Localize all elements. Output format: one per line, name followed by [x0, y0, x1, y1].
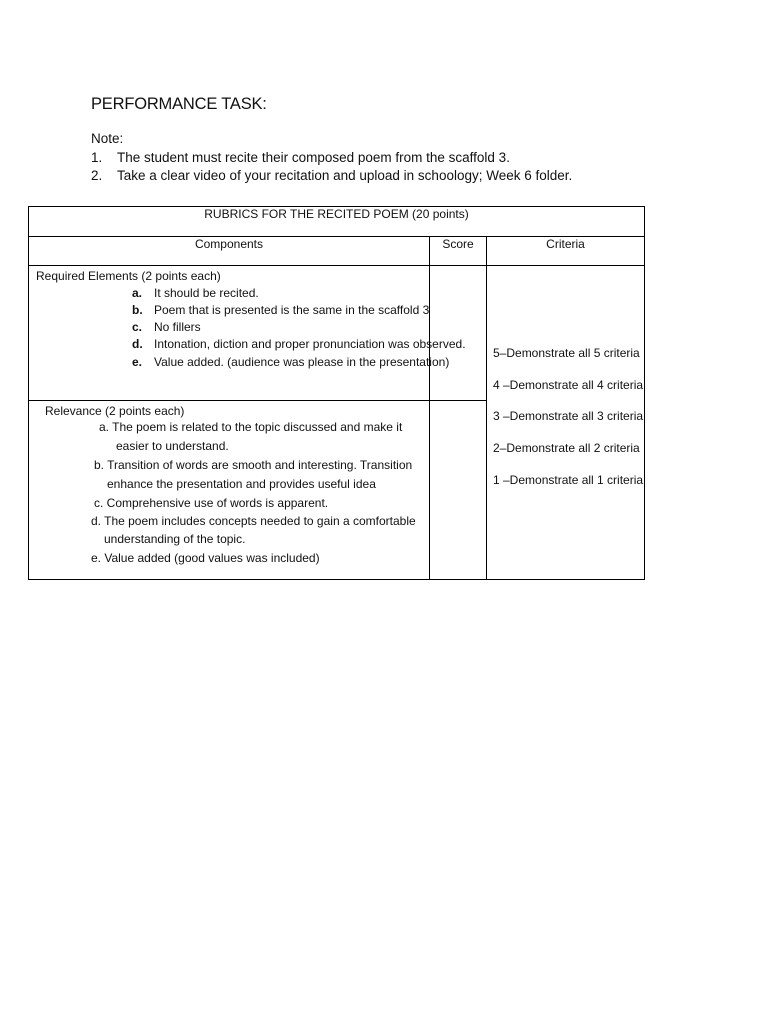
item-text: No fillers [154, 320, 201, 334]
page-title: PERFORMANCE TASK: [91, 95, 267, 113]
list-item [132, 320, 201, 334]
note-item [91, 149, 572, 167]
list-item: enhance the presentation and provides useful idea [107, 477, 376, 491]
criteria-item: 3 –Demonstrate all 3 criteria [493, 409, 644, 423]
required-elements-cell [29, 266, 466, 401]
criteria-item: 2–Demonstrate all 2 criteria [493, 441, 640, 455]
criteria-item: 4 –Demonstrate all 4 criteria [493, 378, 644, 392]
rubric-title-row [29, 207, 645, 237]
list-item [132, 355, 449, 369]
list-item: d. The poem includes concepts needed to gain a comfortable [91, 514, 416, 528]
list-item [132, 337, 466, 351]
item-letter: d. [132, 337, 143, 351]
item-letter: b. [132, 303, 143, 317]
required-elements-heading: Required Elements (2 points each) [36, 269, 221, 283]
item-text: It should be recited. [154, 286, 259, 300]
header-criteria: Criteria [487, 237, 645, 266]
required-elements-row [29, 266, 645, 401]
list-item: b. Transition of words are smooth and interesting. Transition [94, 458, 413, 472]
item-letter: a. [132, 286, 143, 300]
required-score-cell [430, 266, 487, 401]
item-letter: c. [132, 320, 143, 334]
note-label: Note: [91, 131, 124, 146]
note-item-number: 1. [91, 150, 103, 165]
list-item: a. The poem is related to the topic discussed and make it [99, 420, 403, 434]
rubric-table [28, 206, 645, 580]
relevance-score-cell [430, 401, 487, 580]
list-item [132, 303, 429, 317]
item-text: Poem that is presented is the same in the scaffold 3 [154, 303, 430, 317]
note-list [91, 149, 572, 185]
header-score: Score [430, 237, 487, 266]
item-text: Intonation, diction and proper pronunciation was observed. [154, 337, 466, 351]
relevance-heading: Relevance (2 points each) [45, 404, 185, 418]
list-item: understanding of the topic. [104, 532, 246, 546]
item-letter: e. [132, 355, 143, 369]
criteria-item: 1 –Demonstrate all 1 criteria [493, 473, 644, 487]
note-item-text: Take a clear video of your recitation and upload in schoology; Week 6 folder. [117, 168, 573, 183]
note-item [91, 167, 572, 185]
rubric-title: RUBRICS FOR THE RECITED POEM (20 points) [29, 207, 645, 237]
list-item: e. Value added (good values was included) [91, 551, 320, 565]
rubric-header-row [29, 237, 645, 266]
header-components: Components [29, 237, 430, 266]
note-item-number: 2. [91, 168, 103, 183]
item-text: Value added. (audience was please in the presentation) [154, 355, 450, 369]
criteria-cell [487, 266, 645, 580]
note-item-text: The student must recite their composed poem from the scaffold 3. [117, 150, 510, 165]
relevance-cell [29, 401, 430, 580]
list-item: c. Comprehensive use of words is apparent. [94, 496, 329, 510]
list-item: easier to understand. [116, 439, 229, 453]
list-item [132, 286, 259, 300]
criteria-item: 5–Demonstrate all 5 criteria [493, 346, 640, 360]
